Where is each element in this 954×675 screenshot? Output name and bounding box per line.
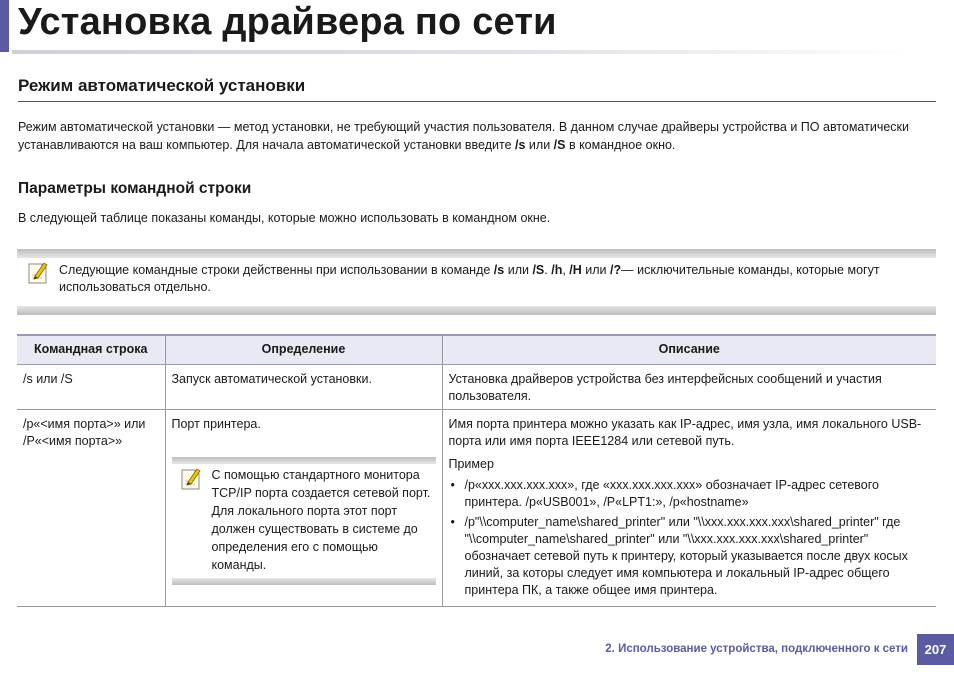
inner-note-box	[172, 457, 436, 585]
note-pencil-icon	[27, 261, 49, 285]
inner-note-bar-bottom	[172, 578, 436, 585]
definition-text: Порт принтера.	[171, 416, 261, 431]
table-row	[17, 409, 936, 606]
list-item: • /p«xxx.xxx.xxx.xxx», где «xxx.xxx.xxx.xxx» обозначает IP-адрес сетевого принтера. /p«USB001», /P«LPT1:», /p«hostname»	[449, 477, 931, 511]
page-title: Установка драйвера по сети	[18, 1, 557, 43]
header-definition: Определение	[165, 335, 442, 364]
note-pencil-icon	[180, 467, 202, 491]
note-bar-top	[17, 249, 936, 258]
cell-command: /s или /S	[17, 364, 165, 409]
cell-definition: Запуск автоматической установки.	[165, 364, 442, 409]
section-rule	[18, 101, 936, 102]
cell-description: Установка драйверов устройства без интерфейсных сообщений и участия пользователя.	[442, 364, 936, 409]
header-command: Командная строка	[17, 335, 165, 364]
footer-chapter: 2. Использование устройства, подключенного к сети	[605, 643, 908, 655]
subsection-title: Параметры командной строки	[18, 180, 252, 197]
note-bar-bottom	[17, 306, 936, 315]
cell-description	[442, 409, 936, 606]
command-table	[17, 334, 936, 607]
note-text: Следующие командные строки действенны при использовании в команде /s или /S. /h, /H или /?— исключительные команды, которые могут использоваться отдельно.	[59, 263, 880, 294]
header-description: Описание	[442, 335, 936, 364]
example-label: Пример	[448, 456, 494, 471]
cell-command: /p«<имя порта>» или /P«<имя порта>»	[17, 409, 165, 606]
title-accent-bar	[0, 0, 9, 52]
inner-note-bar-top	[172, 457, 436, 464]
list-item: • /p"\\computer_name\shared_printer" или "\\xxx.xxx.xxx.xxx\shared_printer" где "\\computer_name\shared_printer" или "\\xxx.xxx.xxx.xxx\shared_printer" обозначает сетевой путь к принтеру, который указывается после двух косых линий, за которы следует имя компьютера и локальный IP-адрес общего принтера ПК, а также общее имя принтера.	[449, 514, 931, 599]
title-rule	[12, 50, 912, 54]
table-header-row	[17, 335, 936, 364]
section-title: Режим автоматической установки	[18, 76, 306, 95]
description-text: Имя порта принтера можно указать как IP-адрес, имя узла, имя локального USB-порта или имя порта IEEE1284 или сетевой путь.	[448, 416, 922, 448]
page-number: 207	[917, 634, 954, 665]
intro-paragraph: Режим автоматической установки — метод установки, не требующий участия пользователя. В данном случае драйверы устройства и ПО автоматически устанавливаются на ваш компьютер. Для начала автоматической установки введите /s или /S в командное окно.	[18, 120, 909, 152]
example-list	[449, 477, 931, 599]
cell-definition	[165, 409, 442, 606]
note-box	[17, 249, 936, 315]
inner-note-text: С помощью стандартного монитора TCP/IP порта создается сетевой порт. Для локального порта этот порт должен существовать в системе до определения его с помощью команды.	[211, 467, 431, 572]
subsection-paragraph: В следующей таблице показаны команды, которые можно использовать в командном окне.	[18, 211, 551, 225]
table-row	[17, 364, 936, 409]
